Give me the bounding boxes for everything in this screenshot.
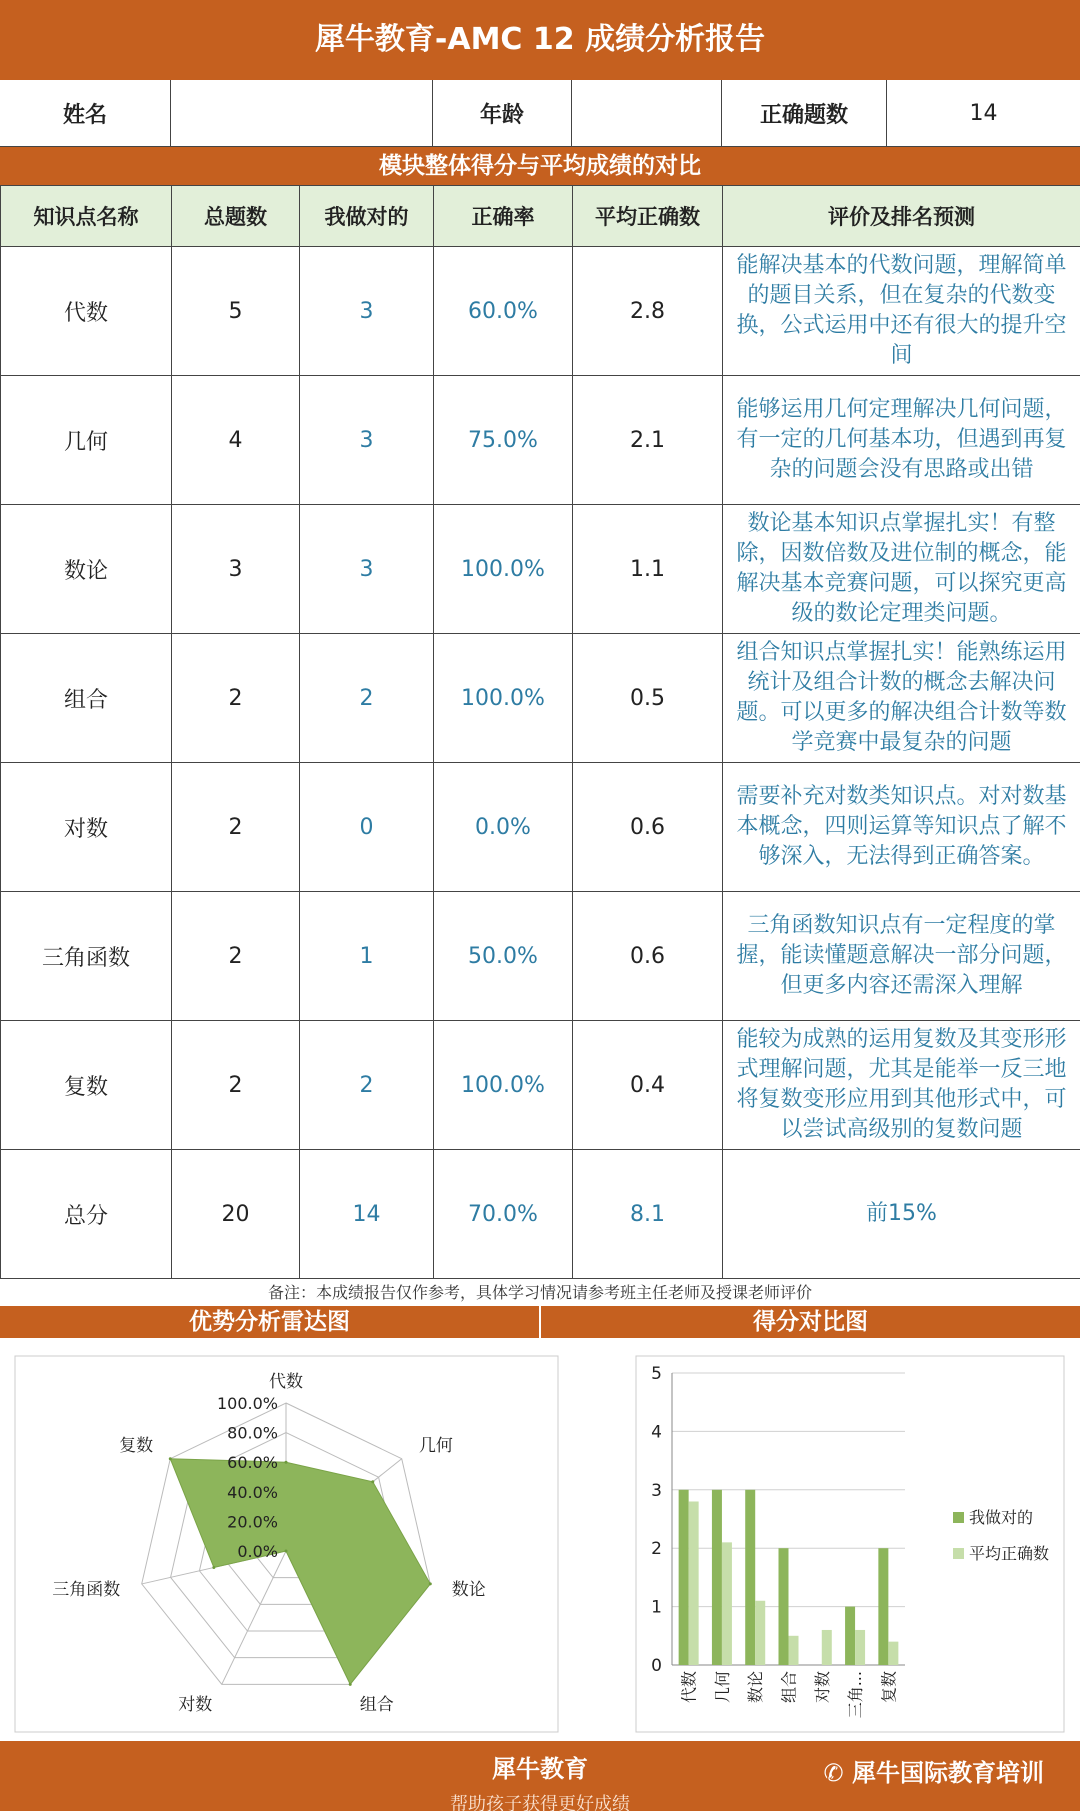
radar-point [169,1457,172,1460]
wechat-account-name: 犀牛国际教育培训 [852,1759,1044,1787]
radar-axis-label: 几何 [419,1436,453,1456]
radar-tick-label: 60.0% [227,1453,278,1472]
header-total: 总题数 [172,186,300,247]
radar-tick-label: 80.0% [227,1424,278,1443]
legend-label: 平均正确数 [969,1544,1049,1563]
score-table [0,185,1080,1279]
bar-correct [679,1490,689,1665]
bar-y-tick-label: 5 [651,1364,662,1384]
module-section-title: 模块整体得分与平均成绩的对比 [0,147,1080,185]
student-info-row [0,80,1080,147]
topic-cell: 几何 [1,376,172,505]
footer-brand: 犀牛教育 [0,1741,1080,1784]
topic-cell: 对数 [1,763,172,892]
comment-cell: 数论基本知识点掌握扎实！有整除，因数倍数及进位制的概念，能解决基本竞赛问题，可以探究更高级的数论定理类问题。 [723,505,1080,634]
radar-point [285,1461,288,1464]
comment-cell: 需要补充对数类知识点。对对数基本概念，四则运算等知识点了解不够深入，无法得到正确答案。 [723,763,1080,892]
total-cell: 20 [172,1150,300,1279]
total-cell: 2 [172,634,300,763]
bar-average [755,1601,765,1665]
header-average: 平均正确数 [573,186,723,247]
topic-cell: 总分 [1,1150,172,1279]
table-row [1,892,1080,1021]
average-cell: 2.8 [573,247,723,376]
radar-point [285,1550,288,1553]
legend-label: 我做对的 [969,1508,1033,1527]
rate-cell: 75.0% [434,376,573,505]
rate-cell: 100.0% [434,634,573,763]
bar-y-tick-label: 0 [651,1656,662,1676]
bar-average [888,1642,898,1665]
bar-category-label: 三角... [846,1671,865,1718]
correct-cell: 0 [300,763,434,892]
name-value [171,80,433,146]
header-correct: 我做对的 [300,186,434,247]
radar-point [349,1683,352,1686]
ranking-cell: 前15% [723,1150,1080,1279]
radar-axis-label: 三角函数 [52,1580,120,1600]
topic-cell: 代数 [1,247,172,376]
table-row [1,505,1080,634]
correct-cell: 2 [300,1021,434,1150]
bar-average [822,1630,832,1665]
comment-cell: 三角函数知识点有一定程度的掌握，能读懂题意解决一部分问题，但更多内容还需深入理解 [723,892,1080,1021]
table-row [1,376,1080,505]
radar-point [212,1566,215,1569]
rate-cell: 70.0% [434,1150,573,1279]
footer-slogan: 帮助孩子获得更好成绩 [0,1790,1080,1816]
report-note: 备注：本成绩报告仅作参考，具体学习情况请参考班主任老师及授课老师评价 [0,1279,1080,1306]
average-cell: 8.1 [573,1150,723,1279]
chart-section-headers [0,1306,1080,1338]
bar-average [722,1542,732,1665]
radar-chart-title: 优势分析雷达图 [0,1306,541,1338]
average-cell: 0.6 [573,892,723,1021]
total-cell: 2 [172,892,300,1021]
legend-swatch [953,1548,964,1559]
average-cell: 0.6 [573,763,723,892]
radar-point [429,1582,432,1585]
bar-correct [712,1490,722,1665]
table-row [1,634,1080,763]
correct-count-value: 14 [887,80,1080,146]
footer [0,1741,1080,1811]
total-cell: 2 [172,1021,300,1150]
bar-average [855,1630,865,1665]
bar-category-label: 数论 [746,1671,765,1703]
radar-tick-label: 0.0% [237,1542,278,1561]
comment-cell: 能解决基本的代数问题，理解简单的题目关系，但在复杂的代数变换，公式运用中还有很大的提升空间 [723,247,1080,376]
table-header-row [1,186,1080,247]
bar-y-tick-label: 3 [651,1481,662,1501]
topic-cell: 复数 [1,1021,172,1150]
wechat-account-label [824,1753,1044,1788]
header-topic: 知识点名称 [1,186,172,247]
bar-category-label: 几何 [713,1671,732,1703]
bar-correct [878,1548,888,1665]
average-cell: 1.1 [573,505,723,634]
bar-chart [635,1355,1065,1733]
bar-category-label: 复数 [879,1671,898,1703]
radar-tick-label: 40.0% [227,1483,278,1502]
bar-average [689,1501,699,1665]
rate-cell: 0.0% [434,763,573,892]
legend-swatch [953,1512,964,1523]
correct-cell: 3 [300,247,434,376]
total-cell: 5 [172,247,300,376]
total-cell: 4 [172,376,300,505]
total-cell: 3 [172,505,300,634]
bar-y-tick-label: 2 [651,1539,662,1559]
rate-cell: 50.0% [434,892,573,1021]
name-label: 姓名 [0,80,171,146]
rate-cell: 100.0% [434,1021,573,1150]
average-cell: 2.1 [573,376,723,505]
bar-correct [745,1490,755,1665]
radar-axis-label: 复数 [119,1436,153,1456]
comment-cell: 能够运用几何定理解决几何问题，有一定的几何基本功，但遇到再复杂的问题会没有思路或出错 [723,376,1080,505]
bar-chart-title: 得分对比图 [541,1306,1080,1338]
bar-average [789,1636,799,1665]
table-row [1,247,1080,376]
rate-cell: 100.0% [434,505,573,634]
radar-chart [14,1355,559,1733]
comment-cell: 能较为成熟的运用复数及其变形形式理解问题，尤其是能举一反三地将复数变形应用到其他形式中，可以尝试高级别的复数问题 [723,1021,1080,1150]
total-row [1,1150,1080,1279]
radar-tick-label: 20.0% [227,1512,278,1531]
radar-axis-label: 组合 [360,1695,394,1715]
bar-category-label: 组合 [780,1671,799,1703]
report-title: 犀牛教育-AMC 12 成绩分析报告 [0,0,1080,80]
wechat-icon: ✆ [824,1759,844,1787]
correct-cell: 3 [300,376,434,505]
bar-correct [779,1548,789,1665]
radar-point [371,1480,374,1483]
radar-axis-label: 对数 [178,1695,212,1715]
radar-axis-label: 代数 [269,1372,303,1392]
average-cell: 0.4 [573,1021,723,1150]
bar-y-tick-label: 1 [651,1598,662,1618]
age-label: 年龄 [433,80,572,146]
correct-cell: 14 [300,1150,434,1279]
topic-cell: 三角函数 [1,892,172,1021]
radar-axis-label: 数论 [452,1580,486,1600]
correct-cell: 1 [300,892,434,1021]
header-comment: 评价及排名预测 [723,186,1080,247]
rate-cell: 60.0% [434,247,573,376]
radar-tick-label: 100.0% [217,1394,278,1413]
bar-category-label: 对数 [813,1671,832,1703]
bar-category-label: 代数 [680,1671,699,1703]
bar-correct [845,1607,855,1665]
topic-cell: 组合 [1,634,172,763]
comment-cell: 组合知识点掌握扎实！能熟练运用统计及组合计数的概念去解决问题。可以更多的解决组合计数等数学竞赛中最复杂的问题 [723,634,1080,763]
header-rate: 正确率 [434,186,573,247]
bar-y-tick-label: 4 [651,1422,662,1442]
correct-cell: 2 [300,634,434,763]
correct-count-label: 正确题数 [722,80,887,146]
age-value [572,80,722,146]
correct-cell: 3 [300,505,434,634]
average-cell: 0.5 [573,634,723,763]
table-row [1,1021,1080,1150]
table-row [1,763,1080,892]
total-cell: 2 [172,763,300,892]
topic-cell: 数论 [1,505,172,634]
